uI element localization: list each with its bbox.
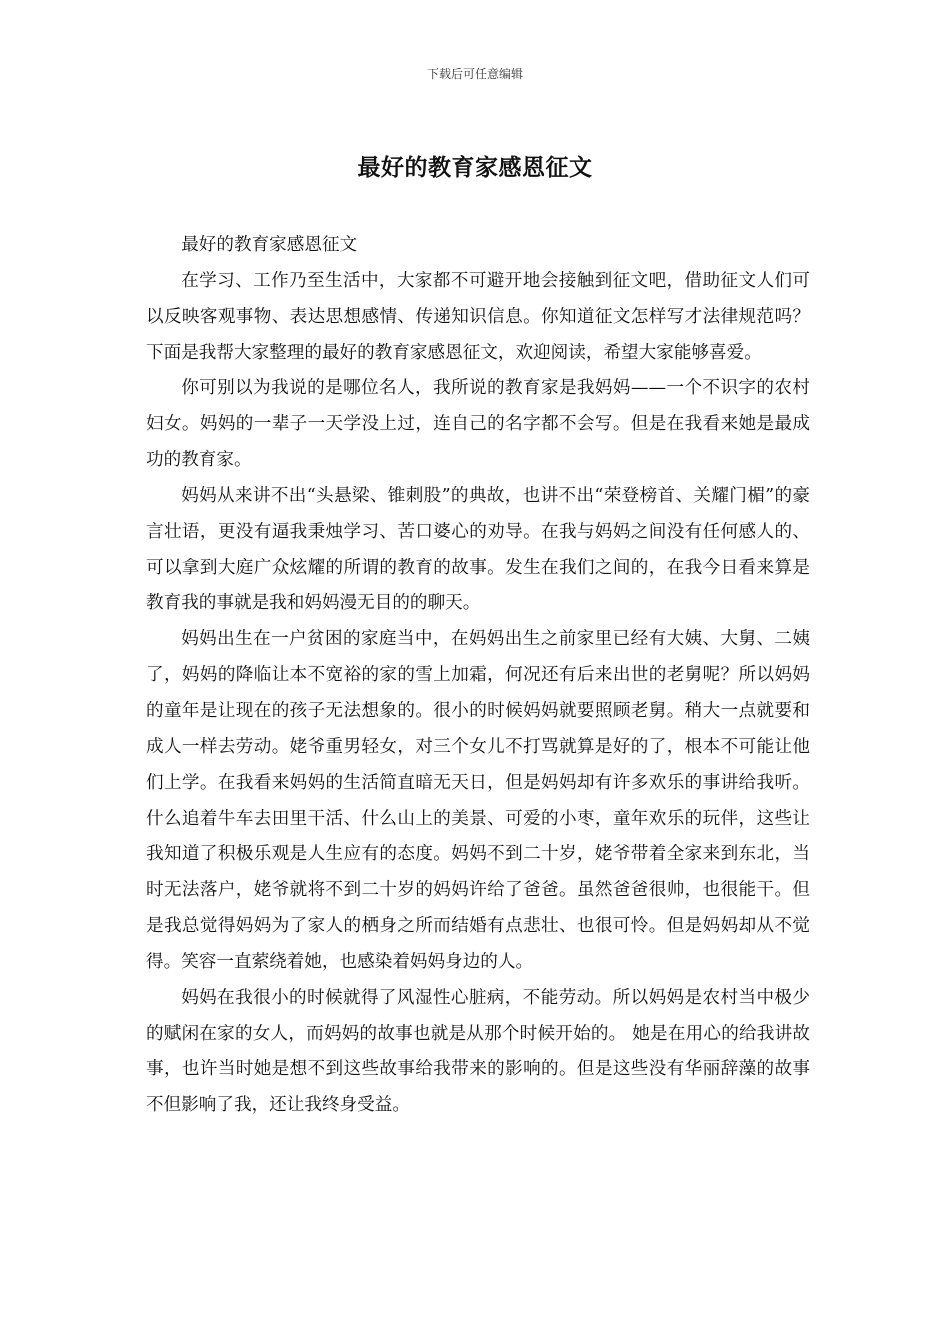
paragraph: 妈妈从来讲不出“头悬梁、锥刺股”的典故，也讲不出“荣登榜首、关耀门楣”的豪言壮语，更没有逼我秉烛学习、苦口婆心的劝导。在我与妈妈之间没有任何感人的、可以拿到大庭广众炫耀的所谓的教育的故事。发生在我们之间的，在我今日看来算是教育我的事就是我和妈妈漫无目的的聊天。 <box>146 485 810 614</box>
paragraph-intro: 在学习、工作乃至生活中，大家都不可避开地会接触到征文吧，借助征文人们可以反映客观事物、表达思想感情、传递知识信息。你知道征文怎样写才法律规范吗？下面是我帮大家整理的最好的教育家感恩征文，欢迎阅读，希望大家能够喜爱。 <box>146 270 810 363</box>
paragraph: 妈妈出生在一户贫困的家庭当中，在妈妈出生之前家里已经有大姨、大舅、二姨了，妈妈的降临让本不宽裕的家的雪上加霜，何况还有后来出世的老舅呢？所以妈妈的童年是让现在的孩子无法想象的。很小的时候妈妈就要照顾老舅。稍大一点就要和成人一样去劳动。姥爷重男轻女，对三个女儿不打骂就算是好的了，根本不可能让他们上学。在我看来妈妈的生活简直暗无天日，但是妈妈却有许多欢乐的事讲给我听。什么追着牛车去田里干活、什么山上的美景、可爱的小枣，童年欢乐的玩伴，这些让我知道了积极乐观是人生应有的态度。妈妈不到二十岁，姥爷带着全家来到东北，当时无法落户，姥爷就将不到二十岁的妈妈许给了爸爸。虽然爸爸很帅，也很能干。但是我总觉得妈妈为了家人的栖身之所而结婚有点悲壮、也很可怜。但是妈妈却从不觉得。笑容一直萦绕着她，也感染着妈妈身边的人。 <box>146 629 810 972</box>
header-note: 下载后可任意编辑 <box>426 67 523 81</box>
paragraph: 妈妈在我很小的时候就得了风湿性心脏病，不能劳动。所以妈妈是农村当中极少的赋闲在家的女人，而妈妈的故事也就是从那个时候开始的。 她是在用心的给我讲故事，也许当时她是想不到这些故事给我带来的影响的。但是这些没有华丽辞藻的故事不但影响了我，还让我终身受益。 <box>146 987 810 1116</box>
document-title: 最好的教育家感恩征文 <box>357 154 593 181</box>
paragraph: 你可别以为我说的是哪位名人，我所说的教育家是我妈妈——一个不识字的农村妇女。妈妈的一辈子一天学没上过，连自己的名字都不会写。但是在我看来她是最成功的教育家。 <box>146 378 810 471</box>
paragraph-subtitle: 最好的教育家感恩征文 <box>181 235 358 255</box>
document-body <box>146 228 810 1124</box>
